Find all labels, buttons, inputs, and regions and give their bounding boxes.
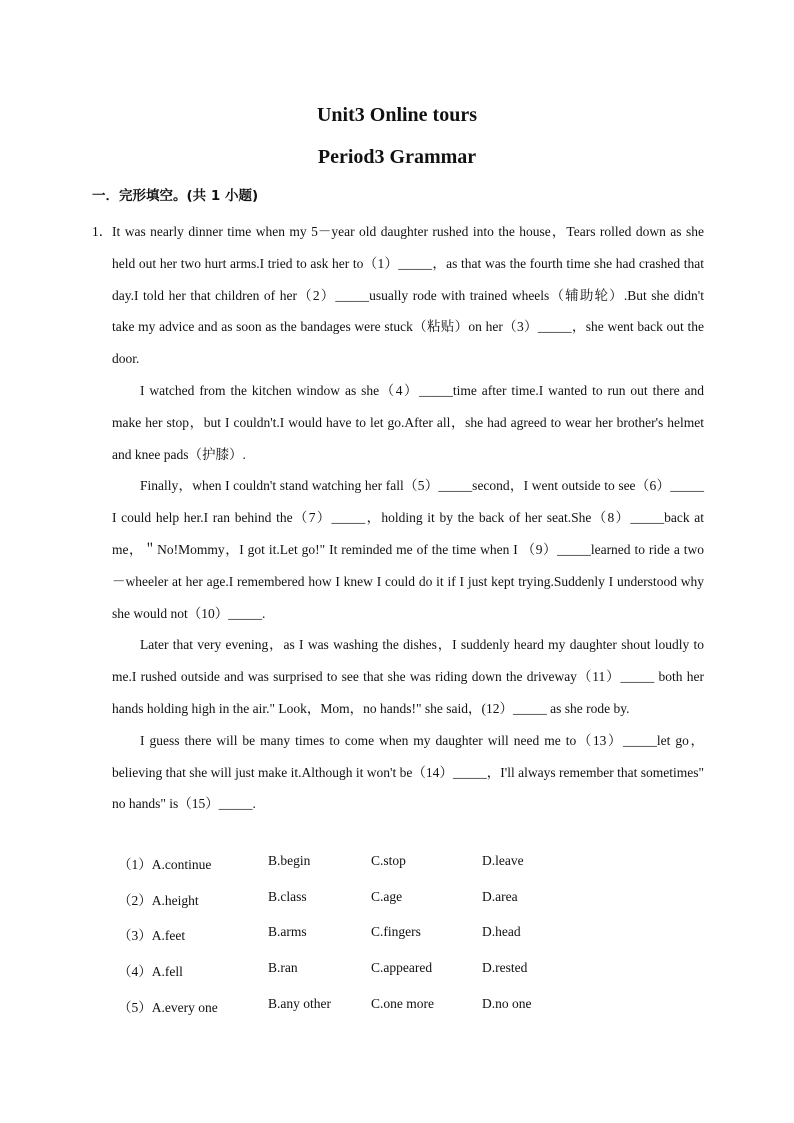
option-c: C.age [371, 888, 403, 904]
option-d: D.rested [482, 960, 528, 976]
passage [92, 216, 704, 820]
option-b: B.arms [268, 924, 307, 940]
option-b: B.ran [268, 960, 298, 976]
option-c: C.fingers [371, 924, 421, 940]
passage-paragraph-4: Later that very evening，as I was washing the dishes，I suddenly heard my daughter shout loudly to me.I rushed outside and was surprised to see that she was riding down the driveway（11）_____ both her hands holding high in the air." Look，Mom，no hands!" she said，(12）_____ as she rode by. [112, 637, 704, 716]
option-d: D.area [482, 888, 518, 904]
option-a: （5）A.every one [118, 999, 218, 1015]
section-heading: 一．完形填空。(共 1 小题) [92, 188, 259, 204]
option-a: （1）A.continue [118, 857, 212, 872]
option-a: （2）A.height [118, 892, 199, 908]
option-c: C.one more [371, 995, 434, 1011]
option-a: （3）A.feet [118, 928, 186, 944]
option-b: B.class [268, 888, 307, 904]
option-c: C.appeared [371, 960, 433, 976]
passage-paragraph-1 [92, 216, 704, 375]
passage-paragraph-5: I guess there will be many times to come when my daughter will need me to（13）_____let go，believing that she will just make it.Although it won't be（14）_____，I'll always remember that sometimes" no hands" is（15）_____. [112, 732, 704, 812]
option-b: B.begin [268, 853, 311, 868]
option-d: D.leave [482, 853, 524, 868]
option-b: B.any other [268, 995, 331, 1011]
passage-paragraph-3: Finally，when I couldn't stand watching her fall（5）_____second，I went outside to see（6）_____ I could help her.I ran behind the（7）_____，holding it by the back of her seat.She（8）_____back at me，＂No!Mommy，I got it.Let go!" It reminded me of the time when I （9）_____learned to ride a two－wheeler at her age.I remembered how I knew I could do it if I just kept trying.Suddenly I understood why she would not（10）_____. [112, 478, 704, 621]
option-c: C.stop [371, 853, 406, 868]
option-a: （4）A.fell [118, 964, 183, 980]
option-d: D.head [482, 924, 521, 940]
passage-paragraph-2: I watched from the kitchen window as she（4）_____time after time.I wanted to run out there and make her stop，but I couldn't.I would have to let go.After all，she had agreed to wear her brother's helmet and knee pads（护膝）. [112, 382, 704, 462]
page-title: Unit3 Online tours [316, 104, 478, 126]
question-number: 1． [92, 224, 113, 239]
page-subtitle: Period3 Grammar [317, 146, 477, 168]
option-d: D.no one [482, 995, 532, 1011]
paragraph-text: It was nearly dinner time when my 5－year old daughter rushed into the house，Tears rolled down as she held out her two hurt arms.I tried to ask her to（1）_____，as that was the fourth time she had crashed that day.I told her that children of her（2）_____usually rode with trained wheels（辅助轮）.But she didn't take my advice and as soon as the bandages were stuck（粘贴）on her（3）_____，she went back out the door. [112, 224, 704, 367]
